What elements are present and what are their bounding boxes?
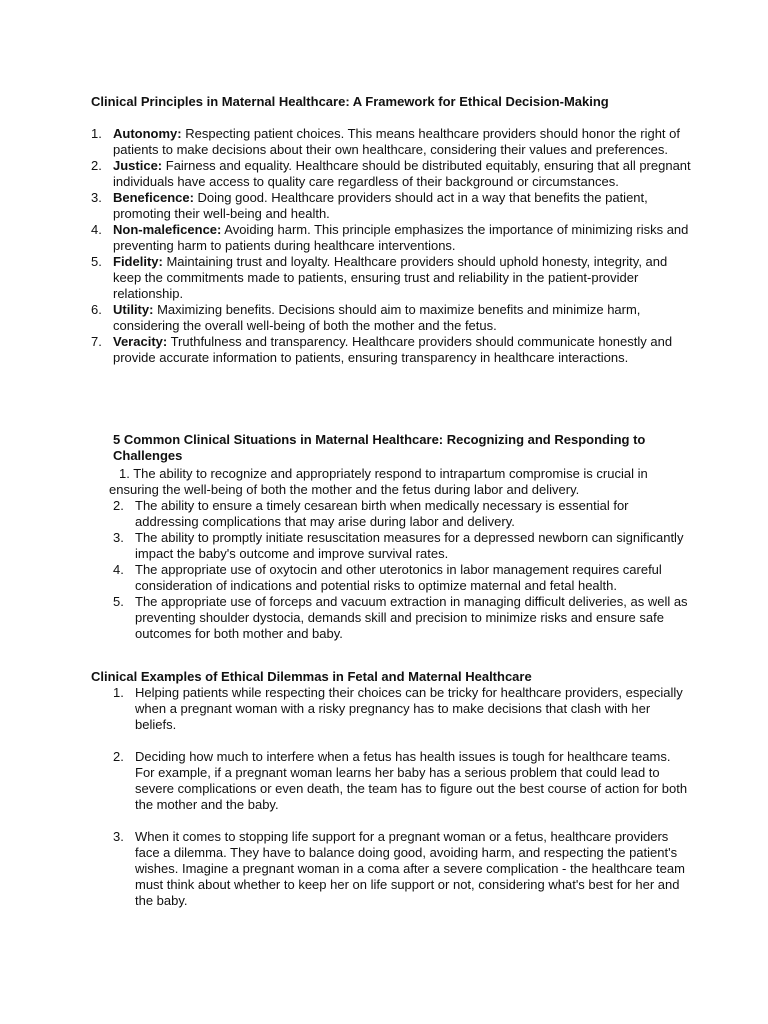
item-number: 4. xyxy=(91,222,102,237)
item-text: The ability to ensure a timely cesarean birth when medically necessary is essential for addressing complications that may arise during labor and delivery. xyxy=(135,498,629,529)
item-number: 1. xyxy=(119,466,130,481)
list-item xyxy=(113,829,693,909)
item-number: 2. xyxy=(113,498,124,513)
item-text: The appropriate use of forceps and vacuum extraction in managing difficult deliveries, as well as preventing shoulder dystocia, demands skill and precision to minimize risks and ensure safe outcomes for both mother and baby. xyxy=(135,594,688,641)
item-number: 1. xyxy=(91,126,102,141)
item-text: Helping patients while respecting their choices can be tricky for healthcare providers, especially when a pregnant woman with a risky pregnancy has to make decisions that clash with her beliefs. xyxy=(135,685,683,732)
item-number: 5. xyxy=(91,254,102,269)
document-title: Clinical Principles in Maternal Healthcare: A Framework for Ethical Decision-Making xyxy=(91,94,609,109)
list-item xyxy=(113,594,693,642)
list-item xyxy=(113,562,693,594)
list-item xyxy=(91,158,691,190)
item-text: The appropriate use of oxytocin and other uterotonics in labor management requires careful consideration of indications and potential risks to optimize maternal and fetal health. xyxy=(135,562,662,593)
list-item xyxy=(109,466,699,498)
list-item xyxy=(91,190,691,222)
item-text: Truthfulness and transparency. Healthcare providers should communicate honestly and provide accurate information to patients, ensuring transparency in healthcare interactions. xyxy=(113,334,673,365)
item-text: Maintaining trust and loyalty. Healthcare providers should uphold honesty, integrity, and keep the commitments made to patients, ensuring trust and reliability in the patient-provider relationship. xyxy=(113,254,668,301)
item-number: 1. xyxy=(113,685,124,700)
item-term: Utility: xyxy=(113,302,154,317)
item-number: 3. xyxy=(113,530,124,545)
item-number: 3. xyxy=(91,190,102,205)
item-number: 2. xyxy=(113,749,124,764)
situations-heading: 5 Common Clinical Situations in Maternal Healthcare: Recognizing and Responding to Challenges xyxy=(113,432,646,463)
item-text: Fairness and equality. Healthcare should be distributed equitably, ensuring that all pregnant individuals have access to quality care regardless of their background or circumstances. xyxy=(113,158,691,189)
item-term: Beneficence: xyxy=(113,190,194,205)
item-number: 7. xyxy=(91,334,102,349)
list-item xyxy=(91,302,691,334)
item-text: Doing good. Healthcare providers should act in a way that benefits the patient, promoting their well-being and health. xyxy=(113,190,648,221)
list-item xyxy=(113,685,693,733)
item-term: Veracity: xyxy=(113,334,168,349)
item-text: Maximizing benefits. Decisions should aim to maximize benefits and minimize harm, considering the overall well-being of both the mother and the fetus. xyxy=(113,302,641,333)
item-number: 3. xyxy=(113,829,124,844)
item-term: Autonomy: xyxy=(113,126,182,141)
list-item xyxy=(91,254,691,302)
item-term: Fidelity: xyxy=(113,254,163,269)
item-text: The ability to promptly initiate resuscitation measures for a depressed newborn can significantly impact the baby's outcome and improve survival rates. xyxy=(135,530,684,561)
item-text: Avoiding harm. This principle emphasizes the importance of minimizing risks and preventing harm to patients during healthcare interventions. xyxy=(113,222,689,253)
item-number: 5. xyxy=(113,594,124,609)
list-item xyxy=(113,749,693,813)
item-text: Deciding how much to interfere when a fetus has health issues is tough for healthcare teams. For example, if a pregnant woman learns her baby has a serious problem that could lead to severe complications or even death, the team has to figure out the best course of action for both the mother and the baby. xyxy=(135,749,688,812)
list-item xyxy=(91,334,691,366)
item-text: Respecting patient choices. This means healthcare providers should honor the right of patients to make decisions about their own healthcare, considering their values and preferences. xyxy=(113,126,680,157)
principles-list xyxy=(91,126,691,366)
list-item xyxy=(113,530,693,562)
list-item xyxy=(91,222,691,254)
item-term: Non-maleficence: xyxy=(113,222,222,237)
situations-list xyxy=(113,498,693,642)
item-text: When it comes to stopping life support for a pregnant woman or a fetus, healthcare providers face a dilemma. They have to balance doing good, avoiding harm, and respecting the patient's wishes. Imagine a pregnant woman in a coma after a severe complication - the healthcare team must think about whether to keep her on life support or not, considering what's best for her and the baby. xyxy=(135,829,685,908)
item-number: 6. xyxy=(91,302,102,317)
list-item xyxy=(91,126,691,158)
dilemmas-list xyxy=(113,685,693,925)
item-term: Justice: xyxy=(113,158,163,173)
dilemmas-heading: Clinical Examples of Ethical Dilemmas in Fetal and Maternal Healthcare xyxy=(91,669,532,684)
list-item xyxy=(113,498,693,530)
item-number: 2. xyxy=(91,158,102,173)
item-number: 4. xyxy=(113,562,124,577)
item-text: The ability to recognize and appropriately respond to intrapartum compromise is crucial in ensuring the well-being of both the mother and the fetus during labor and delivery. xyxy=(109,466,648,497)
